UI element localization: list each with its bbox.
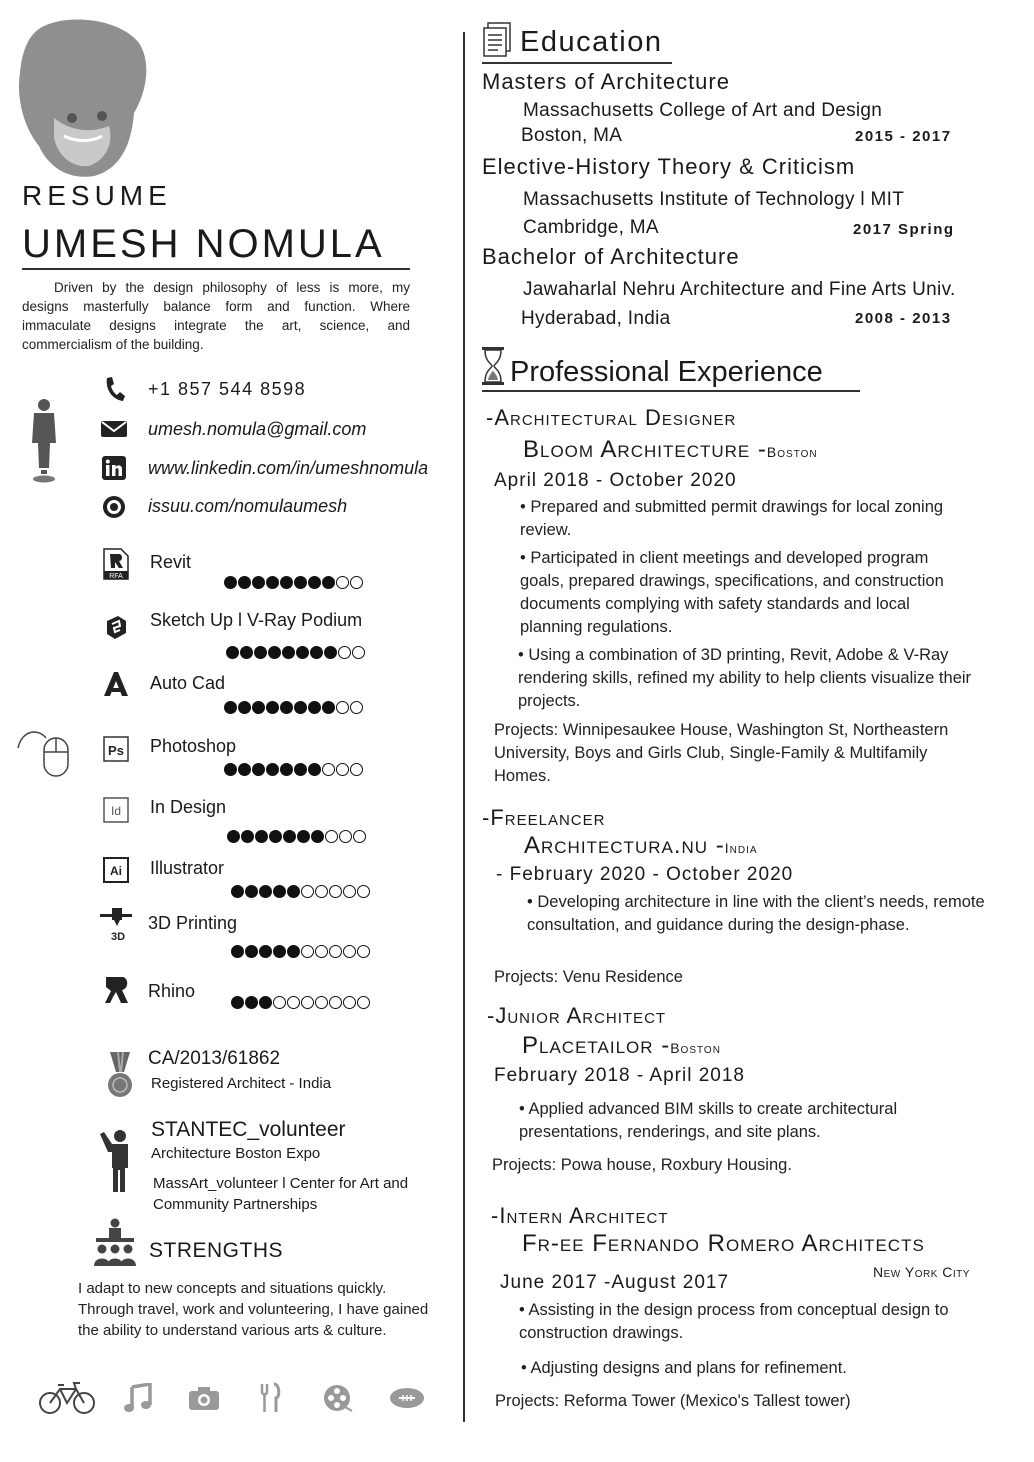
rating-dot-empty <box>336 701 349 714</box>
skill-name: 3D Printing <box>148 913 238 933</box>
football-icon <box>385 1378 429 1418</box>
rating-dot-empty <box>336 576 349 589</box>
volunteer-icon <box>98 1128 132 1194</box>
rating-dot-empty <box>322 763 335 776</box>
medal-icon <box>106 1052 134 1100</box>
edu-dates: 2015 - 2017 <box>855 128 952 145</box>
strengths-text: I adapt to new concepts and situations quickly. Through travel, work and volunteering, I have gained the ability to understand various arts & culture. <box>78 1280 429 1339</box>
rating-dot-filled <box>308 763 321 776</box>
music-note-icon <box>116 1378 160 1418</box>
rating-dot-empty <box>301 885 314 898</box>
rating-dot-filled <box>280 763 293 776</box>
skill-name: In Design <box>150 797 227 817</box>
rating-dot-filled <box>324 646 337 659</box>
rating-dot-filled <box>224 701 237 714</box>
skill-name: Rhino <box>148 981 196 1001</box>
job-firm <box>524 832 758 860</box>
svg-text:Ai: Ai <box>110 864 122 878</box>
volunteer-line2: MassArt_volunteer l Center for Art and Community Partnerships <box>153 1175 409 1213</box>
phone-icon <box>100 375 128 403</box>
job-firm <box>522 1032 721 1060</box>
camera-icon <box>182 1378 226 1418</box>
edu-place: Hyderabad, India <box>521 308 671 329</box>
rating-dot-filled <box>294 763 307 776</box>
rating-dot-empty <box>329 996 342 1009</box>
job-bullet: • Assisting in the design process from conceptual design to construction drawings. <box>519 1301 949 1342</box>
edu-degree: Bachelor of Architecture <box>482 244 740 269</box>
rating-dot-empty <box>343 885 356 898</box>
autocad-icon <box>100 668 132 700</box>
job-role: -Architectural Designer <box>486 405 737 430</box>
experience-title: Professional Experience <box>510 356 823 388</box>
rating-dot-filled <box>322 576 335 589</box>
job-location: India <box>724 840 758 856</box>
contact-issuu[interactable] <box>100 492 347 520</box>
rating-dot-filled <box>297 830 310 843</box>
experience-rule <box>482 390 860 392</box>
rating-dot-empty <box>350 701 363 714</box>
job-period: February 2018 - April 2018 <box>494 1065 745 1086</box>
license-number: CA/2013/61862 <box>148 1048 281 1069</box>
job-bullet: • Developing architecture in line with the client’s needs, remote consultation, and guidance during the design-phase. <box>527 893 985 934</box>
license-title: Registered Architect - India <box>151 1075 332 1092</box>
rating-dot-filled <box>269 830 282 843</box>
rating-dot-empty <box>343 945 356 958</box>
email-link[interactable]: umesh.nomula@gmail.com <box>148 418 367 439</box>
rating-dot-empty <box>273 996 286 1009</box>
mouse-icon <box>16 726 72 778</box>
rating-dot-filled <box>238 701 251 714</box>
rating-dot-empty <box>339 830 352 843</box>
job-projects: Projects: Powa house, Roxbury Housing. <box>492 1156 792 1174</box>
rating-dot-empty <box>357 996 370 1009</box>
job-firm-name: Placetailor - <box>522 1032 671 1059</box>
volunteer-line1: Architecture Boston Expo <box>151 1145 321 1162</box>
contact-email[interactable] <box>100 415 366 443</box>
rating-dot-empty <box>350 763 363 776</box>
job-period: April 2018 - October 2020 <box>494 470 737 491</box>
svg-text:Id: Id <box>110 804 122 818</box>
job-location: Boston <box>670 1040 721 1056</box>
edu-dates: 2017 Spring <box>853 221 955 238</box>
rating-dot-filled <box>266 576 279 589</box>
education-rule <box>482 62 672 64</box>
cutlery-icon <box>249 1378 293 1418</box>
job-projects: Projects: Reforma Tower (Mexico's Tallest tower) <box>495 1392 851 1410</box>
rating-dot-filled <box>231 945 244 958</box>
rating-dot-empty <box>301 996 314 1009</box>
job-role: -Junior Architect <box>487 1003 667 1028</box>
rating-dot-empty <box>329 945 342 958</box>
job-bullet: • Using a combination of 3D printing, Revit, Adobe & V-Ray rendering skills, refined my ability to help clients visualize their projects. <box>518 646 972 710</box>
job-firm <box>523 436 818 464</box>
3d-printer-icon <box>100 908 132 940</box>
job-role: -Freelancer <box>482 805 606 830</box>
rating-dot-filled <box>310 646 323 659</box>
skill-rating-sketchup <box>226 646 365 659</box>
edu-school: Massachusetts Institute of Technology l MIT <box>523 189 905 210</box>
rating-dot-empty <box>315 996 328 1009</box>
skill-name: Illustrator <box>150 858 225 878</box>
rating-dot-filled <box>280 576 293 589</box>
team-icon <box>90 1218 140 1268</box>
job-bullet: • Participated in client meetings and developed program goals, prepared drawings, specifications, and construction documents complying with safety standards and local planning regulations. <box>520 549 944 636</box>
rating-dot-empty <box>315 885 328 898</box>
rating-dot-filled <box>224 576 237 589</box>
rating-dot-empty <box>287 996 300 1009</box>
rating-dot-filled <box>226 646 239 659</box>
edu-place: Cambridge, MA <box>523 217 659 238</box>
rating-dot-filled <box>287 945 300 958</box>
job-projects: Projects: Venu Residence <box>494 968 683 986</box>
rating-dot-filled <box>273 885 286 898</box>
hourglass-icon <box>481 346 505 386</box>
contact-linkedin[interactable] <box>100 454 428 482</box>
rating-dot-filled <box>268 646 281 659</box>
tagline: Driven by the design philosophy of less is more, my designs masterfully balance form and function. Where immaculate designs integrate the art, science, and commercialism of the building. <box>22 280 410 352</box>
job-period: June 2017 -August 2017 <box>500 1272 730 1293</box>
illustrator-icon <box>100 854 132 886</box>
rating-dot-empty <box>353 830 366 843</box>
portrait <box>14 18 149 178</box>
rating-dot-filled <box>238 576 251 589</box>
rating-dot-empty <box>357 885 370 898</box>
rating-dot-empty <box>338 646 351 659</box>
skill-rating-3d-printing <box>231 945 370 958</box>
skill-name: Photoshop <box>150 736 237 756</box>
candidate-name: UMESH NOMULA <box>22 222 385 266</box>
rating-dot-filled <box>282 646 295 659</box>
rating-dot-empty <box>343 996 356 1009</box>
contact-phone[interactable] <box>100 375 306 403</box>
rating-dot-filled <box>252 576 265 589</box>
rating-dot-filled <box>294 576 307 589</box>
phone-text: +1 857 544 8598 <box>148 378 307 399</box>
volunteer-title: STANTEC_volunteer <box>151 1118 346 1141</box>
rating-dot-filled <box>259 945 272 958</box>
rhino-icon <box>100 974 132 1006</box>
revit-icon <box>100 548 132 580</box>
edu-school: Jawaharlal Nehru Architecture and Fine Arts Univ. <box>523 279 956 300</box>
skill-rating-revit <box>224 576 363 589</box>
svg-text:RFA: RFA <box>109 573 123 580</box>
rating-dot-empty <box>352 646 365 659</box>
edu-dates: 2008 - 2013 <box>855 310 952 327</box>
column-divider <box>463 32 465 1422</box>
job-bullet: • Applied advanced BIM skills to create architectural presentations, renderings, and site plans. <box>519 1100 898 1141</box>
rating-dot-filled <box>245 996 258 1009</box>
rating-dot-filled <box>273 945 286 958</box>
skill-name: Auto Cad <box>150 673 226 693</box>
rating-dot-filled <box>322 701 335 714</box>
skill-rating-indesign <box>227 830 366 843</box>
skill-rating-photoshop <box>224 763 363 776</box>
document-icon <box>482 22 512 58</box>
job-role: -Intern Architect <box>491 1203 669 1228</box>
svg-text:3D: 3D <box>111 931 126 942</box>
rating-dot-filled <box>296 646 309 659</box>
rating-dot-filled <box>224 763 237 776</box>
edu-school: Massachusetts College of Art and Design <box>523 100 883 121</box>
linkedin-icon <box>100 454 128 482</box>
name-divider <box>22 268 410 270</box>
skill-name: Sketch Up l V-Ray Podium <box>150 610 363 630</box>
rating-dot-empty <box>315 945 328 958</box>
rating-dot-filled <box>245 945 258 958</box>
issuu-icon <box>100 492 128 520</box>
rating-dot-filled <box>259 996 272 1009</box>
bicycle-icon <box>38 1378 96 1418</box>
job-firm-name: Architectura.nu - <box>524 832 725 859</box>
rating-dot-filled <box>238 763 251 776</box>
indesign-icon <box>100 794 132 826</box>
rating-dot-filled <box>259 885 272 898</box>
edu-degree: Masters of Architecture <box>482 69 730 94</box>
rating-dot-filled <box>294 701 307 714</box>
rating-dot-filled <box>283 830 296 843</box>
job-location: New York City <box>873 1264 970 1280</box>
rating-dot-empty <box>350 576 363 589</box>
rating-dot-filled <box>227 830 240 843</box>
rating-dot-filled <box>287 885 300 898</box>
rating-dot-filled <box>266 763 279 776</box>
linkedin-link[interactable]: www.linkedin.com/in/umeshnomula <box>148 457 429 478</box>
edu-degree: Elective-History Theory & Criticism <box>482 154 856 179</box>
rating-dot-empty <box>301 945 314 958</box>
resume-label: RESUME <box>22 180 172 211</box>
rating-dot-filled <box>266 701 279 714</box>
rating-dot-empty <box>325 830 338 843</box>
strengths-title: STRENGTHS <box>149 1239 284 1262</box>
rating-dot-filled <box>311 830 324 843</box>
rating-dot-empty <box>329 885 342 898</box>
issuu-link[interactable]: issuu.com/nomulaumesh <box>148 495 348 516</box>
skill-rating-illustrator <box>231 885 370 898</box>
rating-dot-filled <box>240 646 253 659</box>
rating-dot-filled <box>255 830 268 843</box>
photoshop-icon <box>100 733 132 765</box>
person-icon <box>28 398 60 484</box>
envelope-icon <box>100 415 128 443</box>
job-location: Boston <box>766 444 818 460</box>
rating-dot-filled <box>241 830 254 843</box>
rating-dot-empty <box>357 945 370 958</box>
rating-dot-filled <box>252 763 265 776</box>
job-projects: Projects: Winnipesaukee House, Washington St, Northeastern University, Boys and Girls Club, Single-Family & Multifamily Homes. <box>494 721 949 785</box>
skill-name: Revit <box>150 552 192 572</box>
job-period: - February 2020 - October 2020 <box>496 864 794 885</box>
rating-dot-filled <box>280 701 293 714</box>
rating-dot-filled <box>231 885 244 898</box>
rating-dot-empty <box>336 763 349 776</box>
film-reel-icon <box>316 1378 360 1418</box>
sketchup-icon <box>100 612 132 644</box>
rating-dot-filled <box>245 885 258 898</box>
skill-rating-autocad <box>224 701 363 714</box>
svg-text:Ps: Ps <box>108 743 124 758</box>
education-title: Education <box>520 26 663 58</box>
job-bullet: • Adjusting designs and plans for refinement. <box>521 1359 847 1377</box>
rating-dot-filled <box>308 701 321 714</box>
rating-dot-filled <box>308 576 321 589</box>
edu-place: Boston, MA <box>521 125 623 146</box>
rating-dot-filled <box>254 646 267 659</box>
job-bullet: • Prepared and submitted permit drawings for local zoning review. <box>520 498 944 539</box>
rating-dot-filled <box>231 996 244 1009</box>
skill-rating-rhino <box>231 996 370 1009</box>
job-firm-name: Fr-ee Fernando Romero Architects <box>522 1230 925 1257</box>
job-firm <box>522 1230 925 1258</box>
rating-dot-filled <box>252 701 265 714</box>
job-firm-name: Bloom Architecture - <box>523 436 767 463</box>
